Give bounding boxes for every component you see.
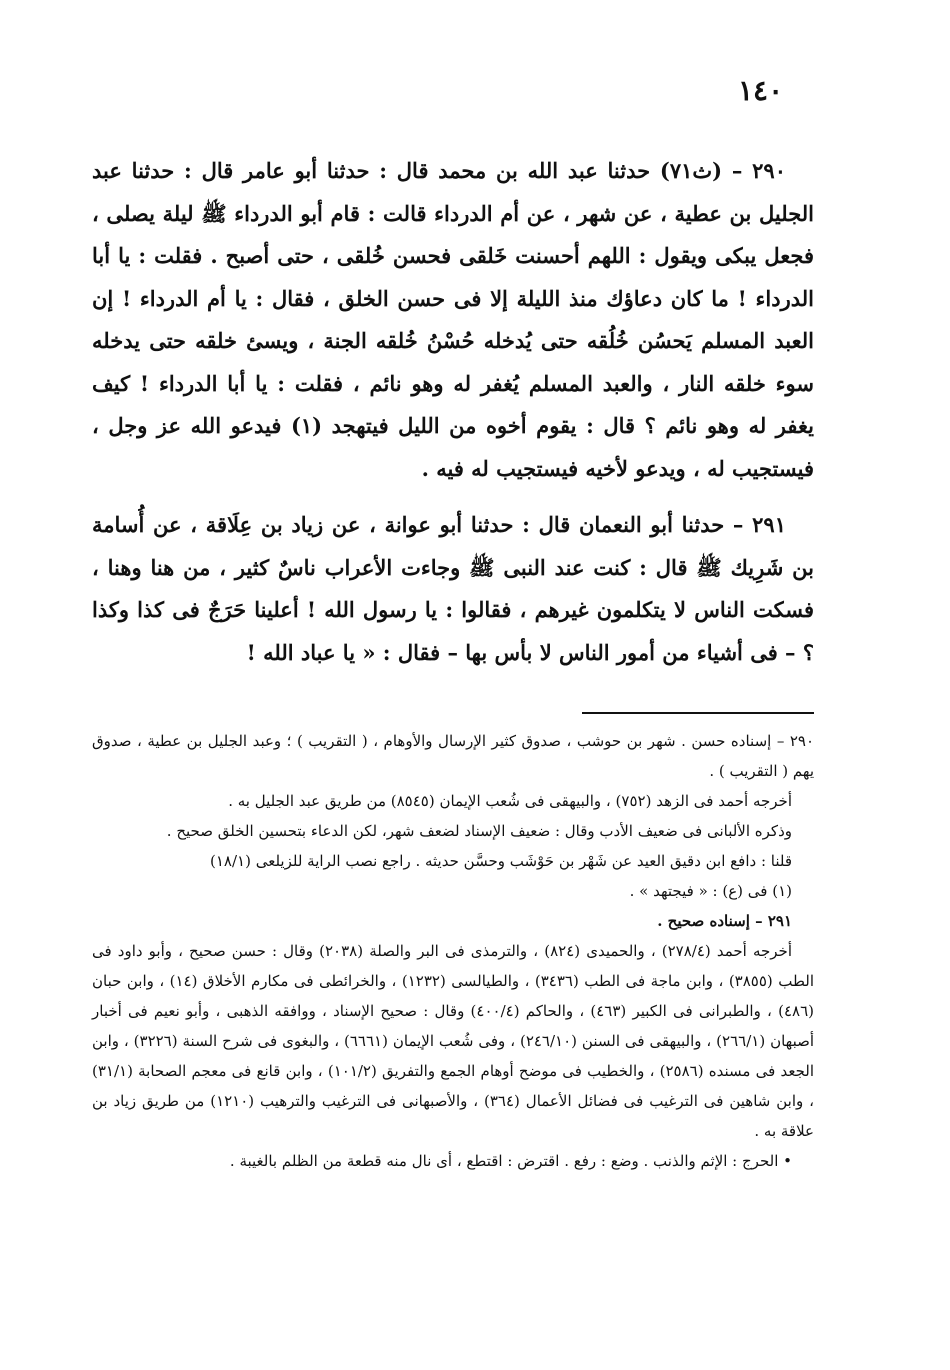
page-number: ١٤٠ <box>738 74 784 107</box>
footnote-290-albani: وذكره الألبانى فى ضعيف الأدب وقال : ضعيف الإسناد لضعف شهر، لكن الدعاء بتحسين الخلق صحيح . <box>166 822 792 840</box>
footnote-290-sources: أخرجه أحمد فى الزهد (٧٥٢) ، والبيهقى فى شُعب الإيمان (٨٥٤٥) من طريق عبد الجليل به . <box>228 792 792 810</box>
footnote-290-note: قلنا : دافع ابن دقيق العيد عن شَهْر بن حَوْشَب وحسَّن حديثه . راجع نصب الراية للزيلعى (١٨/١) <box>210 852 792 870</box>
footnote-290-grading: ٢٩٠ – إسناده حسن . شهر بن حوشب ، صدوق كثير الإرسال والأوهام ، ( التقريب ) ؛ وعبد الجليل بن عطية ، صدوق يهم ( التقريب ) . <box>92 732 814 780</box>
footnotes <box>92 726 814 1176</box>
footnote-291-grading: ٢٩١ – إسناده صحيح . <box>657 912 792 930</box>
hadith-291: ٢٩١ – حدثنا أبو النعمان قال : حدثنا أبو عوانة ، عن زياد بن عِلَاقة ، عن أُسامة بن شَرِيك ﷺ قال : كنت عند النبى ﷺ وجاءت الأعراب ناسٌ كثير ، من هنا وهنا ، فسكت الناس لا يتكلمون غيرهم ، فقالوا : يا رسول الله ! أعلينا حَرَجٌ فى كذا وكذا ؟ – فى أشياء من أمور الناس لا بأس بها – فقال : « يا عباد الله ! <box>92 512 814 665</box>
main-text <box>92 150 814 688</box>
footnote-291-sources: أخرجه أحمد (٢٧٨/٤) ، والحميدى (٨٢٤) ، والترمذى فى البر والصلة (٢٠٣٨) وقال : حسن صحيح ، وأبو داود فى الطب (٣٨٥٥) ، وابن ماجة فى الطب (٣٤٣٦) ، والطيالسى (١٢٣٢) ، والخرائطى فى مكارم الأخلاق (١٤) ، وابن حبان (٤٨٦) ، والطبرانى فى الكبير (٤٦٣) ، والحاكم (٤٠٠/٤) وقال : صحيح الإسناد ، ووافقه الذهبى ، وأبو نعيم فى أخبار أصبهان (٢٦٦/١) ، والبيهقى فى السنن (٢٤٦/١٠) ، وفى شُعب الإيمان (٦٦٦١) ، والبغوى فى شرح السنة (٣٢٢٦) ، وابن الجعد فى مسنده (٢٥٨٦) ، والخطيب فى موضح أوهام الجمع والتفريق (١٠١/٢) ، وابن قانع فى معجم الصحابة (٣١/١) ، وابن شاهين فى الترغيب فى فضائل الأعمال (٣٦٤) ، والأصبهانى فى الترغيب والترهيب (١٢١٠) من طريق زياد بن علاقة به . <box>92 942 815 1140</box>
footnote-variant-1: (١) فى (ع) : « فيجتهد » . <box>629 882 792 900</box>
footnote-divider <box>582 712 814 714</box>
hadith-290: ٢٩٠ – (ث٧١) حدثنا عبد الله بن محمد قال : حدثنا أبو عامر قال : حدثنا عبد الجليل بن عطية ، عن شهر ، عن أم الدرداء قالت : قام أبو الدرداء ﷺ ليلة يصلى ، فجعل يبكى ويقول : اللهم أحسنت خَلقى فحسن خُلقى ، حتى أصبح . فقلت : يا أبا الدرداء ! ما كان دعاؤك منذ الليلة إلا فى حسن الخلق ، فقال : يا أم الدرداء ! إن العبد المسلم يَحسُن خُلُقه حتى يُدخله حُسْنُ خُلقه الجنة ، ويسئ خلقه حتى يدخله سوء خلقه النار ، والعبد المسلم يُغفر له وهو نائم ، فقلت : يا أبا الدرداء ! كيف يغفر له وهو نائم ؟ قال : يقوم أخوه من الليل فيتهجد (١) فيدعو الله عز وجل ، فيستجيب له ، ويدعو لأخيه فيستجيب له فيه . <box>92 158 814 481</box>
footnote-glossary: • الحرج : الإثم والذنب . وضع : رفع . اقترض : اقتطع ، أى نال منه قطعة من الظلم بالغيبة . <box>229 1152 792 1170</box>
